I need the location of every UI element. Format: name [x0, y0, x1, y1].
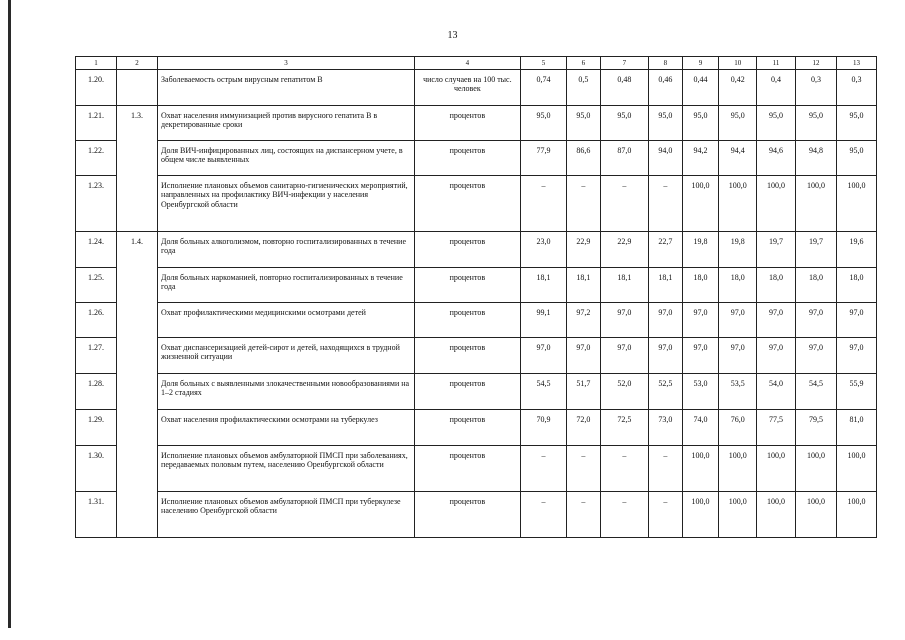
value-cell: 95,0 — [836, 106, 876, 141]
value-cell: – — [649, 492, 682, 538]
value-cell: 99,1 — [520, 303, 566, 338]
value-cell: 0,48 — [600, 70, 649, 106]
header-cell: 1 — [76, 57, 117, 70]
row-number: 1.30. — [76, 446, 117, 492]
value-cell: – — [600, 446, 649, 492]
value-cell: 97,0 — [682, 303, 719, 338]
header-cell: 10 — [719, 57, 757, 70]
header-cell: 7 — [600, 57, 649, 70]
value-cell: 76,0 — [719, 410, 757, 446]
indicator-name: Исполнение плановых объемов амбулаторной ПМСП при заболеваниях, передаваемых половым путем, населению Оренбургской области — [158, 446, 415, 492]
value-cell: – — [600, 492, 649, 538]
table-row — [76, 446, 877, 492]
value-cell: 54,0 — [757, 374, 796, 410]
value-cell: 95,0 — [795, 106, 836, 141]
value-cell: 97,0 — [649, 338, 682, 374]
value-cell: 22,9 — [600, 232, 649, 268]
value-cell: 100,0 — [836, 176, 876, 232]
value-cell: 97,0 — [600, 338, 649, 374]
value-cell: 19,7 — [795, 232, 836, 268]
header-cell: 11 — [757, 57, 796, 70]
row-number: 1.24. — [76, 232, 117, 268]
value-cell: 97,0 — [520, 338, 566, 374]
indicators-table — [75, 56, 877, 538]
value-cell: 97,0 — [757, 303, 796, 338]
indicator-name: Охват профилактическими медицинскими осмотрами детей — [158, 303, 415, 338]
value-cell: 95,0 — [649, 106, 682, 141]
value-cell: 97,0 — [719, 303, 757, 338]
value-cell: 100,0 — [757, 446, 796, 492]
indicator-name: Доля больных с выявленными злокачественными новообразованиями на 1–2 стадиях — [158, 374, 415, 410]
value-cell: 0,44 — [682, 70, 719, 106]
value-cell: 77,5 — [757, 410, 796, 446]
value-cell: 18,0 — [719, 268, 757, 303]
indicator-name: Исполнение плановых объемов амбулаторной ПМСП при туберкулезе населению Оренбургской области — [158, 492, 415, 538]
value-cell: 18,0 — [757, 268, 796, 303]
value-cell: 79,5 — [795, 410, 836, 446]
value-cell: 100,0 — [719, 492, 757, 538]
value-cell: 18,0 — [682, 268, 719, 303]
page-number: 13 — [447, 30, 458, 41]
value-cell: – — [649, 176, 682, 232]
value-cell: 18,1 — [520, 268, 566, 303]
header-cell: 3 — [158, 57, 415, 70]
value-cell: 100,0 — [795, 446, 836, 492]
value-cell: 86,6 — [567, 141, 600, 176]
unit: процентов — [414, 374, 520, 410]
row-number: 1.25. — [76, 268, 117, 303]
row-number: 1.29. — [76, 410, 117, 446]
value-cell: 97,0 — [600, 303, 649, 338]
header-row — [76, 57, 877, 70]
unit: процентов — [414, 141, 520, 176]
value-cell: 53,0 — [682, 374, 719, 410]
value-cell: 97,0 — [757, 338, 796, 374]
value-cell: 19,7 — [757, 232, 796, 268]
value-cell: 95,0 — [836, 141, 876, 176]
indicator-name: Доля больных наркоманией, повторно госпитализированных в течение года — [158, 268, 415, 303]
value-cell: 97,0 — [719, 338, 757, 374]
unit: процентов — [414, 106, 520, 141]
value-cell: 19,8 — [719, 232, 757, 268]
table-row — [76, 141, 877, 176]
table-row — [76, 70, 877, 106]
value-cell: 0,42 — [719, 70, 757, 106]
unit: процентов — [414, 446, 520, 492]
value-cell: – — [520, 176, 566, 232]
table-row — [76, 338, 877, 374]
unit: процентов — [414, 232, 520, 268]
value-cell: 54,5 — [520, 374, 566, 410]
value-cell: 0,74 — [520, 70, 566, 106]
table-row — [76, 303, 877, 338]
scan-edge-line — [8, 0, 11, 628]
row-number: 1.21. — [76, 106, 117, 141]
value-cell: 0,4 — [757, 70, 796, 106]
unit: процентов — [414, 268, 520, 303]
value-cell: 95,0 — [719, 106, 757, 141]
value-cell: 97,0 — [795, 303, 836, 338]
value-cell: 100,0 — [682, 492, 719, 538]
value-cell: 87,0 — [600, 141, 649, 176]
table-row — [76, 176, 877, 232]
table-row — [76, 106, 877, 141]
table-row — [76, 268, 877, 303]
value-cell: 0,3 — [836, 70, 876, 106]
row-number: 1.20. — [76, 70, 117, 106]
table-row — [76, 492, 877, 538]
value-cell: 19,6 — [836, 232, 876, 268]
value-cell: 100,0 — [757, 176, 796, 232]
value-cell: – — [567, 492, 600, 538]
value-cell: 0,46 — [649, 70, 682, 106]
value-cell: 54,5 — [795, 374, 836, 410]
value-cell: 95,0 — [682, 106, 719, 141]
value-cell: 19,8 — [682, 232, 719, 268]
value-cell: 100,0 — [682, 446, 719, 492]
value-cell: 100,0 — [795, 492, 836, 538]
value-cell: 100,0 — [836, 492, 876, 538]
indicator-name: Заболеваемость острым вирусным гепатитом В — [158, 70, 415, 106]
value-cell: 18,1 — [600, 268, 649, 303]
row-number: 1.31. — [76, 492, 117, 538]
value-cell: 18,1 — [649, 268, 682, 303]
value-cell: 77,9 — [520, 141, 566, 176]
row-number: 1.23. — [76, 176, 117, 232]
value-cell: 73,0 — [649, 410, 682, 446]
value-cell: 53,5 — [719, 374, 757, 410]
value-cell: 55,9 — [836, 374, 876, 410]
value-cell: 100,0 — [836, 446, 876, 492]
table-row — [76, 232, 877, 268]
value-cell: – — [649, 446, 682, 492]
indicator-name: Исполнение плановых объемов санитарно-гигиенических мероприятий, направленных на профилактику ВИЧ-инфекции у населения Оренбургской области — [158, 176, 415, 232]
row-number: 1.26. — [76, 303, 117, 338]
value-cell: 0,5 — [567, 70, 600, 106]
value-cell: 81,0 — [836, 410, 876, 446]
value-cell: 52,5 — [649, 374, 682, 410]
header-cell: 4 — [414, 57, 520, 70]
row-number: 1.22. — [76, 141, 117, 176]
table-row — [76, 410, 877, 446]
value-cell: 94,6 — [757, 141, 796, 176]
value-cell: – — [600, 176, 649, 232]
value-cell: – — [567, 446, 600, 492]
value-cell: – — [520, 492, 566, 538]
header-cell: 5 — [520, 57, 566, 70]
value-cell: 100,0 — [719, 446, 757, 492]
value-cell: 97,0 — [567, 338, 600, 374]
indicator-name: Охват населения профилактическими осмотрами на туберкулез — [158, 410, 415, 446]
value-cell: 51,7 — [567, 374, 600, 410]
value-cell: 23,0 — [520, 232, 566, 268]
value-cell: 22,9 — [567, 232, 600, 268]
value-cell: 100,0 — [795, 176, 836, 232]
value-cell: 97,0 — [836, 303, 876, 338]
value-cell: 95,0 — [600, 106, 649, 141]
table-row — [76, 374, 877, 410]
value-cell: – — [567, 176, 600, 232]
unit: число случаев на 100 тыс. человек — [414, 70, 520, 106]
value-cell: 97,0 — [682, 338, 719, 374]
value-cell: 74,0 — [682, 410, 719, 446]
group-number: 1.3. — [117, 106, 158, 232]
value-cell: 95,0 — [757, 106, 796, 141]
header-cell: 8 — [649, 57, 682, 70]
value-cell: 72,5 — [600, 410, 649, 446]
value-cell: 97,0 — [649, 303, 682, 338]
value-cell: 72,0 — [567, 410, 600, 446]
value-cell: 94,4 — [719, 141, 757, 176]
unit: процентов — [414, 338, 520, 374]
group-number: 1.4. — [117, 232, 158, 538]
unit: процентов — [414, 492, 520, 538]
header-cell: 12 — [795, 57, 836, 70]
value-cell: 22,7 — [649, 232, 682, 268]
unit: процентов — [414, 303, 520, 338]
value-cell: – — [520, 446, 566, 492]
indicator-name: Доля больных алкоголизмом, повторно госпитализированных в течение года — [158, 232, 415, 268]
header-cell: 13 — [836, 57, 876, 70]
value-cell: 100,0 — [719, 176, 757, 232]
value-cell: 97,2 — [567, 303, 600, 338]
group-number — [117, 70, 158, 106]
value-cell: 94,0 — [649, 141, 682, 176]
header-cell: 2 — [117, 57, 158, 70]
value-cell: 100,0 — [682, 176, 719, 232]
value-cell: 97,0 — [795, 338, 836, 374]
value-cell: 52,0 — [600, 374, 649, 410]
row-number: 1.28. — [76, 374, 117, 410]
value-cell: 18,0 — [836, 268, 876, 303]
indicator-name: Охват населения иммунизацией против вирусного гепатита В в декретированные сроки — [158, 106, 415, 141]
value-cell: 100,0 — [757, 492, 796, 538]
value-cell: 18,0 — [795, 268, 836, 303]
indicator-name: Охват диспансеризацией детей-сирот и детей, находящихся в трудной жизненной ситуации — [158, 338, 415, 374]
row-number: 1.27. — [76, 338, 117, 374]
header-cell: 9 — [682, 57, 719, 70]
unit: процентов — [414, 176, 520, 232]
header-cell: 6 — [567, 57, 600, 70]
value-cell: 97,0 — [836, 338, 876, 374]
value-cell: 95,0 — [567, 106, 600, 141]
value-cell: 95,0 — [520, 106, 566, 141]
unit: процентов — [414, 410, 520, 446]
value-cell: 70,9 — [520, 410, 566, 446]
value-cell: 0,3 — [795, 70, 836, 106]
value-cell: 94,8 — [795, 141, 836, 176]
value-cell: 94,2 — [682, 141, 719, 176]
value-cell: 18,1 — [567, 268, 600, 303]
indicator-name: Доля ВИЧ-инфицированных лиц, состоящих на диспансерном учете, в общем числе выявленных — [158, 141, 415, 176]
